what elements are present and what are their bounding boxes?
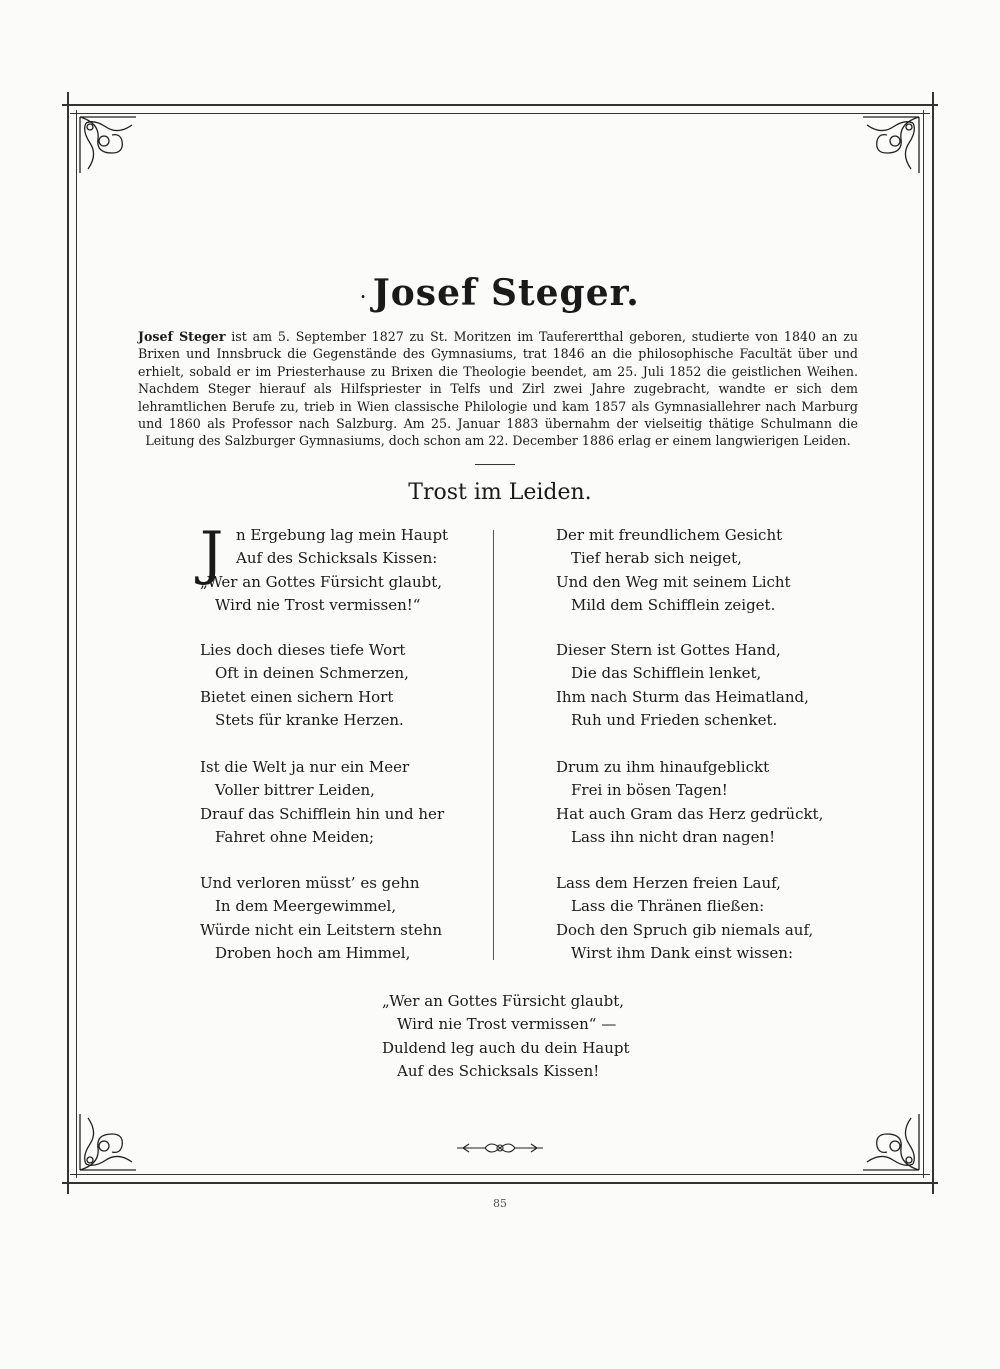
- verse-line: Und den Weg mit seinem Licht: [556, 572, 791, 591]
- verse-line: Tief herab sich neiget,: [571, 549, 742, 568]
- stanza-left-4: [200, 872, 442, 965]
- stanza-left-3: [200, 756, 444, 849]
- stanza-left-2: [200, 639, 409, 732]
- frame-bottom-outer: [62, 1182, 938, 1184]
- title-text: Josef Steger.: [372, 272, 640, 314]
- biography-paragraph: [138, 328, 858, 450]
- corner-ornament-top-right: [859, 113, 923, 177]
- frame-top-inner: [70, 113, 930, 114]
- verse-line: „Wer an Gottes Fürsicht glaubt,: [200, 572, 443, 591]
- verse-line: Auf des Schicksals Kissen:: [236, 549, 438, 568]
- corner-ornament-top-left: [76, 113, 140, 177]
- verse-line: Wird nie Trost vermissen!“: [215, 595, 421, 614]
- verse-line: Und verloren müsst’ es gehn: [200, 874, 420, 892]
- poem-title: Trost im Leiden.: [408, 480, 592, 505]
- frame-left-inner: [76, 110, 77, 1178]
- stanza-final: [382, 990, 630, 1083]
- page-title: [0, 272, 1000, 314]
- frame-right-outer: [932, 92, 934, 1194]
- stanza-right-1: [556, 524, 791, 617]
- verse-line: Wird nie Trost vermissen“ —: [397, 1015, 617, 1034]
- stanza-right-4: [556, 872, 813, 965]
- stanza-right-3: [556, 756, 823, 849]
- verse-line: Fahret ohne Meiden;: [215, 827, 375, 846]
- verse-line: Voller bittrer Leiden,: [215, 781, 375, 800]
- verse-line: Hat auch Gram das Herz gedrückt,: [556, 804, 824, 823]
- title-bullet: ·: [360, 286, 367, 306]
- column-divider: [493, 530, 494, 960]
- verse-line: Die das Schifflein lenket,: [571, 664, 762, 683]
- verse-line: Mild dem Schifflein zeiget.: [571, 595, 776, 614]
- verse-line: Ruh und Frieden schenket.: [571, 710, 778, 729]
- bio-name: Josef Steger: [138, 329, 226, 344]
- verse-line: Lies doch dieses tiefe Wort: [200, 641, 406, 659]
- poem-initial: J: [200, 519, 224, 587]
- verse-line: Ist die Welt ja nur ein Meer: [200, 758, 410, 776]
- verse-line: Drauf das Schifflein hin und her: [200, 804, 445, 823]
- page-number: 85: [493, 1197, 507, 1210]
- verse-line: „Wer an Gottes Fürsicht glaubt,: [382, 992, 625, 1010]
- verse-line: Duldend leg auch du dein Haupt: [382, 1038, 630, 1057]
- closing-ornament: [455, 1136, 545, 1160]
- frame-bottom-inner: [70, 1174, 930, 1175]
- verse-line: Lass dem Herzen freien Lauf,: [556, 874, 781, 892]
- stanza-left-1: [200, 524, 449, 617]
- verse-line: Bietet einen sichern Hort: [200, 687, 394, 706]
- corner-ornament-bottom-right: [859, 1110, 923, 1174]
- verse-line: n Ergebung lag mein Haupt: [236, 526, 449, 544]
- verse-line: Drum zu ihm hinaufgeblickt: [556, 758, 770, 776]
- corner-ornament-bottom-left: [76, 1110, 140, 1174]
- frame-top-outer: [62, 104, 938, 106]
- frame-right-inner: [923, 110, 924, 1178]
- verse-line: Lass die Thränen fließen:: [571, 897, 765, 916]
- verse-line: Droben hoch am Himmel,: [215, 943, 411, 962]
- verse-line: Dieser Stern ist Gottes Hand,: [556, 641, 781, 659]
- verse-line: Doch den Spruch gib niemals auf,: [556, 920, 814, 939]
- verse-line: Stets für kranke Herzen.: [215, 710, 404, 729]
- frame-left-outer: [67, 92, 69, 1194]
- verse-line: Frei in bösen Tagen!: [571, 781, 728, 800]
- verse-line: In dem Meergewimmel,: [215, 897, 397, 916]
- verse-line: Auf des Schicksals Kissen!: [397, 1061, 600, 1080]
- section-separator: [475, 464, 515, 465]
- stanza-right-2: [556, 639, 809, 732]
- verse-line: Ihm nach Sturm das Heimatland,: [556, 687, 809, 706]
- bio-text: ist am 5. September 1827 zu St. Moritzen im Tauferertthal geboren, studierte von 1840 an zu Brixen und Innsbruck die Gegenstände des Gymnasiums, trat 1846 an die philosophische Facultät über und erhielt, sobald er im Priesterhause zu Brixen die Theologie beendet, am 25. Juli 1852 die geistlichen Weihen. Nachdem Steger hierauf als Hilfspriester in Telfs und Zirl zwei Jahre zugebracht, wandte er sich dem lehramtlichen Berufe zu, trieb in Wien classische Philologie und kam 1857 als Gymnasiallehrer nach Marburg und 1860 als Professor nach Salzburg. Am 25. Januar 1883 übernahm der vielseitig thätige Schulmann die Leitung des Salzburger Gymnasiums, doch schon am 22. December 1886 erlag er einem langwierigen Leiden.: [138, 329, 858, 449]
- verse-line: Oft in deinen Schmerzen,: [215, 664, 409, 683]
- verse-line: Würde nicht ein Leitstern stehn: [200, 920, 443, 939]
- verse-line: Der mit freundlichem Gesicht: [556, 526, 783, 544]
- verse-line: Lass ihn nicht dran nagen!: [571, 827, 776, 846]
- verse-line: Wirst ihm Dank einst wissen:: [571, 943, 794, 962]
